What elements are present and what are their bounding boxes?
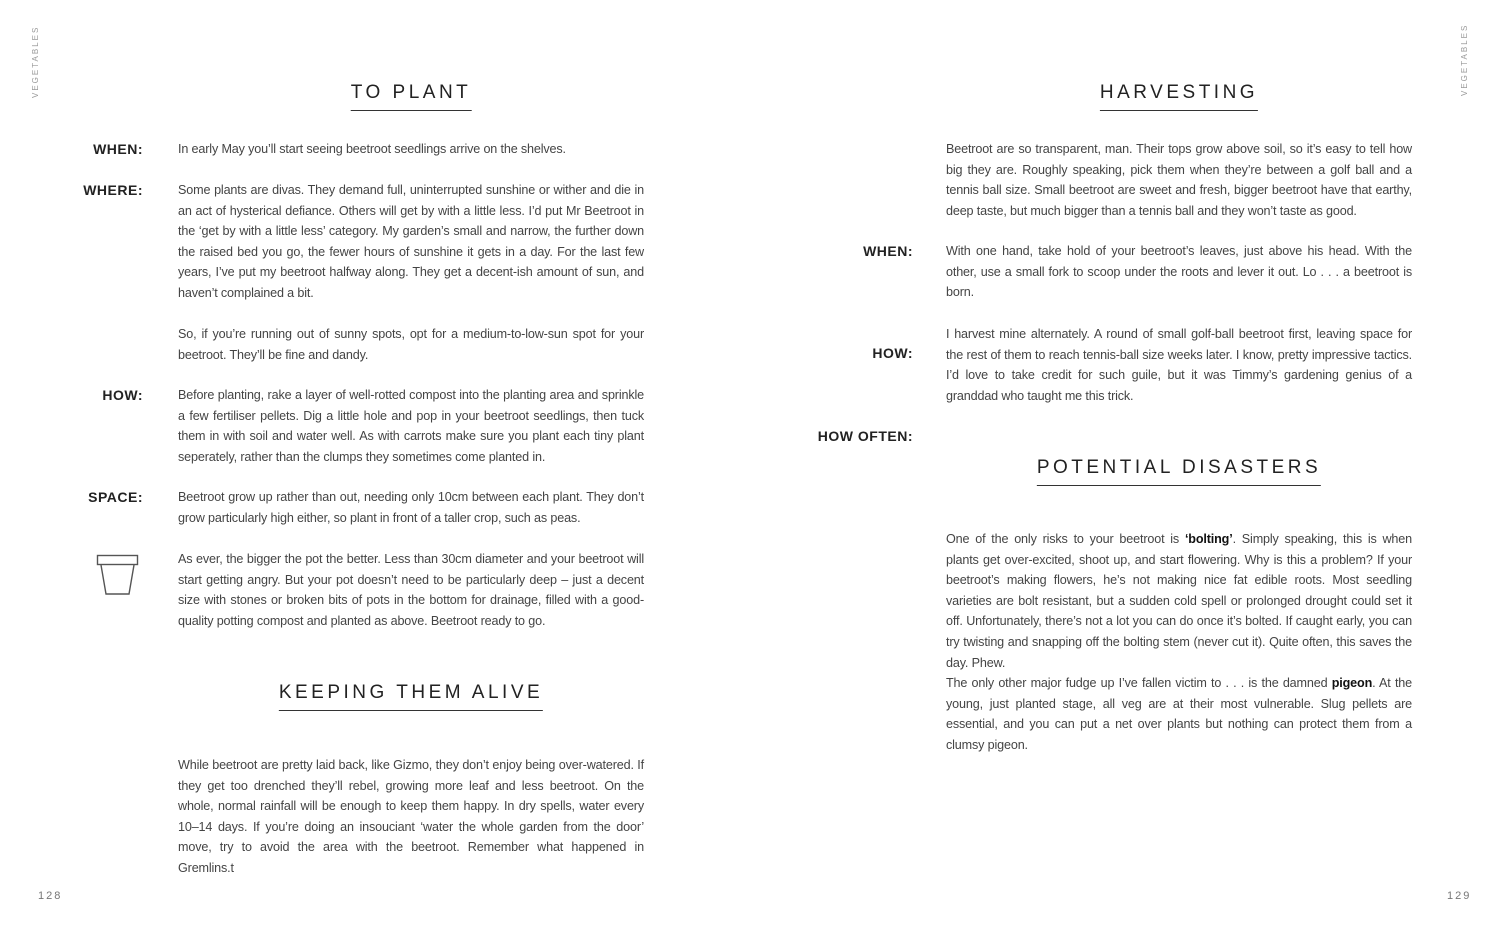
label-how-often: HOW OFTEN: — [817, 428, 913, 444]
text: . At the young, just planted stage, all veg are at their most vulnerable. Slug pellets are essential, and you can put a net over plants but nothing can protect them from a clumsy pigeon. — [946, 676, 1412, 752]
text: . Simply speaking, this is when plants get over-excited, shoot up, and start flowering. Why is this a problem? If your beetroot’s making flowers, he’s not making nice fat edible roots. Most seedling varieties are bolt resistant, but a sudden cold spell or prolonged drought could set it off. Unfortunately, there’s not a lot you can do once it’s bolted. If caught early, you can try twisting and snapping off the bolting stem (never cut it). Quite often, this saves the day. Phew. — [946, 532, 1412, 670]
label-space: SPACE: — [88, 489, 143, 505]
label-where: WHERE: — [83, 182, 143, 198]
label-harvest-when: WHEN: — [863, 243, 913, 259]
bold-term-pigeon: pigeon — [1331, 676, 1373, 690]
running-head-left: VEGETABLES — [31, 25, 40, 98]
page-number-left: 128 — [38, 890, 63, 902]
disasters-para-2 — [946, 673, 1412, 755]
heading-harvesting: HARVESTING — [1100, 82, 1258, 111]
harvesting-intro: Beetroot are so transparent, man. Their tops grow above soil, so it’s easy to tell how big they are. Roughly speaking, pick them when they’re between a golf ball and a tennis ball size. Small beetroot are sweet and fresh, bigger beetroot have that earthy, deep taste, but much bigger than a tennis ball and they won’t taste as good. — [946, 142, 1412, 218]
heading-potential-disasters: POTENTIAL DISASTERS — [1037, 457, 1321, 486]
label-harvest-how: HOW: — [872, 345, 913, 361]
how-text: Before planting, rake a layer of well-rotted compost into the planting area and sprinkle a few fertiliser pellets. Dig a little hole and pop in your beetroot seedlings, then tuck them in with soil and water well. As with carrots make sure you plant each tiny plant seperately, rather than the clumps they sometimes come planted in. — [178, 388, 644, 464]
page-number-right: 129 — [1447, 890, 1472, 902]
label-how: HOW: — [102, 387, 143, 403]
heading-to-plant: TO PLANT — [351, 82, 472, 111]
harvest-when-text: With one hand, take hold of your beetroot’s leaves, just above his head. With the other, use a small fork to scoop under the roots and lever it out. Lo . . . a beetroot is born. — [946, 244, 1412, 300]
disasters-para-1 — [946, 529, 1412, 673]
when-text: In early May you’ll start seeing beetroot seedlings arrive on the shelves. — [178, 142, 566, 156]
where-text-2: So, if you’re running out of sunny spots, opt for a medium-to-low-sun spot for your beetroot. They’ll be fine and dandy. — [178, 327, 644, 362]
where-text-1: Some plants are divas. They demand full, uninterrupted sunshine or wither and die in an act of hysterical defiance. Others will get by with a little less. I’d put Mr Beetroot in the ‘get by with a little less’ category. My garden’s small and narrow, the further down the raised bed you go, the fewer hours of sunshine it gets in a day. For the last few years, I’ve put my beetroot halfway along. They get a decent-ish amount of sun, and haven’t complained a bit. — [178, 183, 644, 300]
text: The only other major fudge up I’ve fallen victim to . . . is the damned — [946, 676, 1332, 690]
heading-keeping-them-alive: KEEPING THEM ALIVE — [279, 682, 543, 711]
label-when: WHEN: — [93, 141, 143, 157]
harvest-how-text: I harvest mine alternately. A round of small golf-ball beetroot first, leaving space for the rest of them to reach tennis-ball size weeks later. I know, pretty impressive tactics. I’d love to take credit for such guile, but it was Timmy’s gardening genius of a granddad who taught me this trick. — [946, 327, 1412, 403]
keeping-text: While beetroot are pretty laid back, like Gizmo, they don’t enjoy being over-watered. If they get too drenched they’ll rebel, growing more leaf and less beetroot. On the whole, normal rainfall will be enough to keep them happy. In dry spells, water every 10–14 days. If you’re doing an insouciant ‘water the whole garden from the door’ move, try to avoid the area with the beetroot. Remember what happened in Gremlins.t — [178, 758, 644, 875]
flowerpot-icon — [96, 554, 140, 598]
pot-text: As ever, the bigger the pot the better. Less than 30cm diameter and your beetroot will start getting angry. But your pot doesn’t need to be particularly deep – just a decent size with stones or broken bits of pots in the bottom for drainage, filled with a good-quality potting compost and planted as above. Beetroot ready to go. — [178, 552, 644, 628]
bold-term-bolting: ‘bolting’ — [1184, 532, 1233, 546]
text: One of the only risks to your beetroot is — [946, 532, 1185, 546]
space-text: Beetroot grow up rather than out, needing only 10cm between each plant. They don’t grow particularly high either, so plant in front of a taller crop, such as peas. — [178, 490, 644, 525]
running-head-right: VEGETABLES — [1460, 23, 1469, 96]
